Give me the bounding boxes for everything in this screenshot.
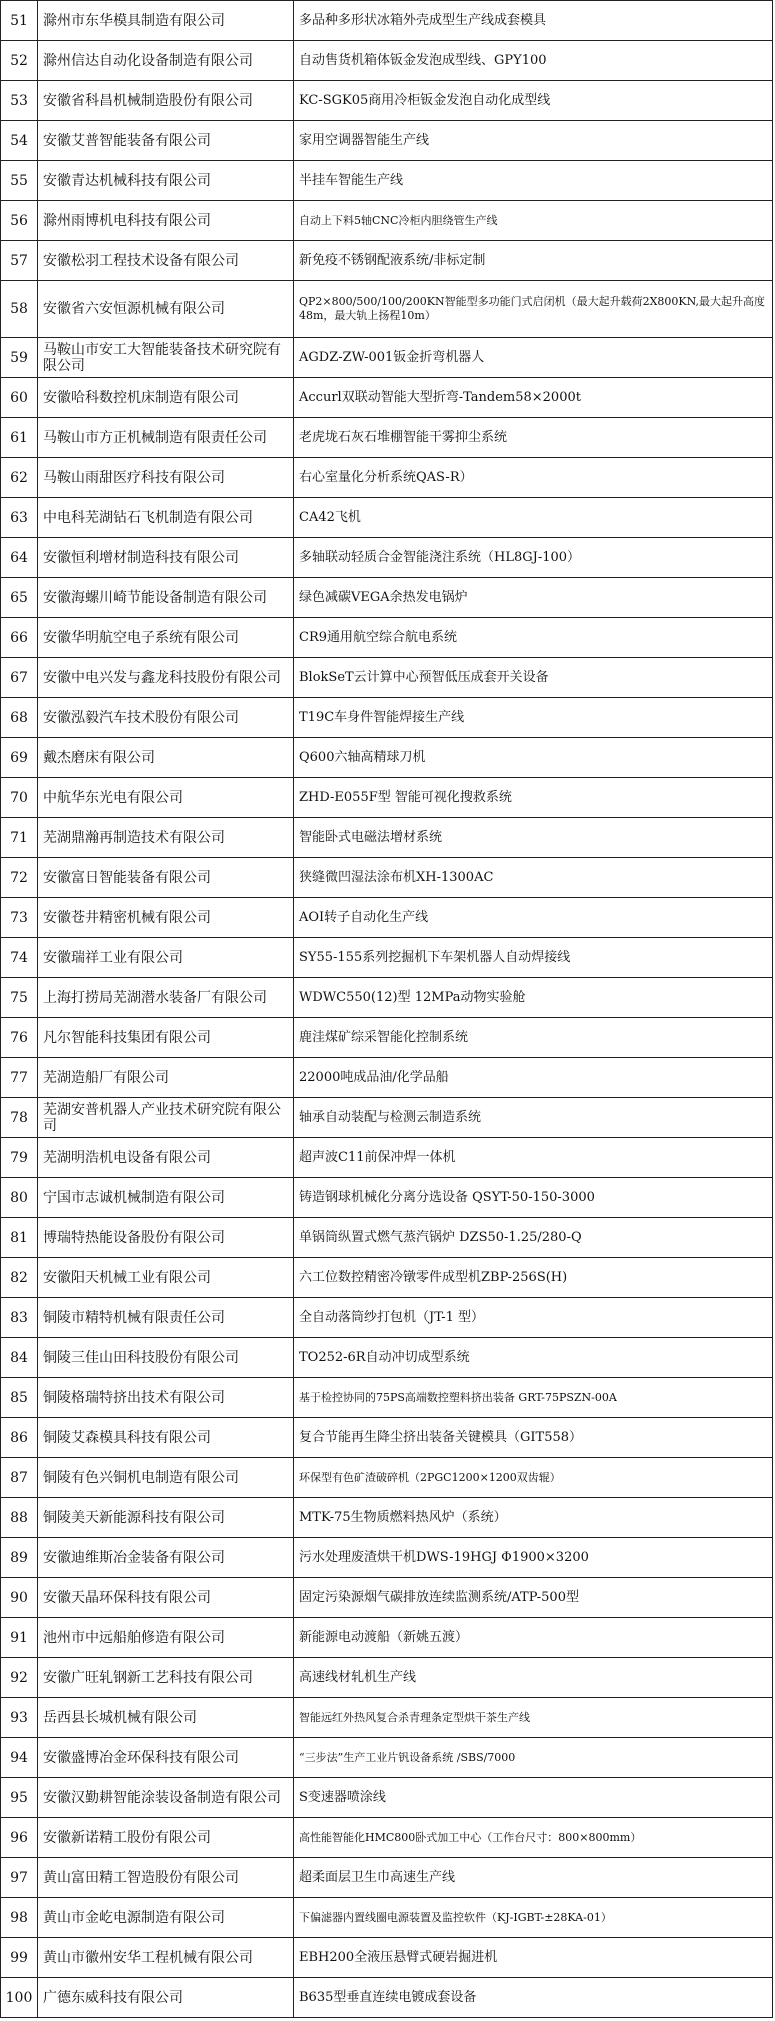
product-name: 家用空调器智能生产线 <box>294 121 773 161</box>
product-name: 自动售货机箱体钣金发泡成型线、GPY100 <box>294 41 773 81</box>
company-name: 宁国市志诚机械制造有限公司 <box>38 1178 294 1218</box>
table-row <box>1 538 773 578</box>
table-row <box>1 418 773 458</box>
row-number: 95 <box>1 1778 38 1818</box>
row-number: 63 <box>1 498 38 538</box>
company-name: 安徽省科昌机械制造股份有限公司 <box>38 81 294 121</box>
row-number: 84 <box>1 1338 38 1378</box>
row-number: 79 <box>1 1138 38 1178</box>
company-name: 安徽青达机械科技有限公司 <box>38 161 294 201</box>
company-name: 中电科芜湖钻石飞机制造有限公司 <box>38 498 294 538</box>
company-name: 黄山富田精工智造股份有限公司 <box>38 1858 294 1898</box>
company-name: 铜陵三佳山田科技股份有限公司 <box>38 1338 294 1378</box>
product-name: TO252-6R自动冲切成型系统 <box>294 1338 773 1378</box>
company-name: 芜湖造船厂有限公司 <box>38 1058 294 1098</box>
row-number: 85 <box>1 1378 38 1418</box>
company-name: 中航华东光电有限公司 <box>38 778 294 818</box>
row-number: 69 <box>1 738 38 778</box>
table-row <box>1 121 773 161</box>
company-name: 池州市中远船舶修造有限公司 <box>38 1618 294 1658</box>
product-name: 基于检控协同的75PS高端数控塑料挤出装备 GRT-75PSZN-00A <box>294 1378 773 1418</box>
table-row <box>1 498 773 538</box>
company-name: 安徽瑞祥工业有限公司 <box>38 938 294 978</box>
row-number: 89 <box>1 1538 38 1578</box>
product-name: 下偏滤器内置线圈电源装置及监控软件（KJ-IGBT-±28KA-01） <box>294 1898 773 1938</box>
company-name: 安徽中电兴发与鑫龙科技股份有限公司 <box>38 658 294 698</box>
table-row <box>1 1898 773 1938</box>
product-name: 智能卧式电磁法增材系统 <box>294 818 773 858</box>
product-name: 新能源电动渡船（新姚五渡） <box>294 1618 773 1658</box>
product-name: 超声波C11前保冲焊一体机 <box>294 1138 773 1178</box>
row-number: 66 <box>1 618 38 658</box>
row-number: 65 <box>1 578 38 618</box>
row-number: 88 <box>1 1498 38 1538</box>
company-name: 凡尔智能科技集团有限公司 <box>38 1018 294 1058</box>
product-name: 智能远红外热风复合杀青理条定型烘干茶生产线 <box>294 1698 773 1738</box>
product-name: “三步法”生产工业片钒设备系统 /SBS/7000 <box>294 1738 773 1778</box>
row-number: 67 <box>1 658 38 698</box>
row-number: 98 <box>1 1898 38 1938</box>
company-name: 安徽恒利增材制造科技有限公司 <box>38 538 294 578</box>
product-name: ZHD-E055F型 智能可视化搜救系统 <box>294 778 773 818</box>
row-number: 51 <box>1 1 38 41</box>
product-name: AGDZ-ZW-001钣金折弯机器人 <box>294 338 773 378</box>
table-row <box>1 1858 773 1898</box>
row-number: 64 <box>1 538 38 578</box>
row-number: 86 <box>1 1418 38 1458</box>
product-name: 六工位数控精密冷镦零件成型机ZBP-256S(H) <box>294 1258 773 1298</box>
company-name: 安徽哈科数控机床制造有限公司 <box>38 378 294 418</box>
product-name: 绿色减碳VEGA余热发电锅炉 <box>294 578 773 618</box>
product-name: Accurl双联动智能大型折弯-Tandem58×2000t <box>294 378 773 418</box>
product-name: CA42飞机 <box>294 498 773 538</box>
row-number: 78 <box>1 1098 38 1138</box>
table-row <box>1 618 773 658</box>
table-row <box>1 1258 773 1298</box>
company-name: 岳西县长城机械有限公司 <box>38 1698 294 1738</box>
table-row <box>1 201 773 241</box>
company-name: 滁州雨博机电科技有限公司 <box>38 201 294 241</box>
product-name: 老虎垅石灰石堆棚智能干雾抑尘系统 <box>294 418 773 458</box>
product-name: 铸造钢球机械化分离分选设备 QSYT-50-150-3000 <box>294 1178 773 1218</box>
company-name: 安徽华明航空电子系统有限公司 <box>38 618 294 658</box>
row-number: 93 <box>1 1698 38 1738</box>
table-row <box>1 1298 773 1338</box>
row-number: 100 <box>1 1978 38 2018</box>
company-name: 铜陵有色兴铜机电制造有限公司 <box>38 1458 294 1498</box>
table-row <box>1 1018 773 1058</box>
product-name: 新免疫不锈钢配液系统/非标定制 <box>294 241 773 281</box>
company-name: 铜陵格瑞特挤出技术有限公司 <box>38 1378 294 1418</box>
company-name: 戴杰磨床有限公司 <box>38 738 294 778</box>
table-row <box>1 1698 773 1738</box>
product-name: 22000吨成品油/化学品船 <box>294 1058 773 1098</box>
company-name: 芜湖明浩机电设备有限公司 <box>38 1138 294 1178</box>
table-row <box>1 858 773 898</box>
product-name: 狭缝微凹湿法涂布机XH-1300AC <box>294 858 773 898</box>
row-number: 57 <box>1 241 38 281</box>
company-name: 安徽苍井精密机械有限公司 <box>38 898 294 938</box>
table-row <box>1 281 773 338</box>
row-number: 55 <box>1 161 38 201</box>
company-name: 铜陵市精特机械有限责任公司 <box>38 1298 294 1338</box>
product-name: 固定污染源烟气碳排放连续监测系统/ATP-500型 <box>294 1578 773 1618</box>
row-number: 77 <box>1 1058 38 1098</box>
table-row <box>1 1 773 41</box>
table-row <box>1 1578 773 1618</box>
product-name: 复合节能再生降尘挤出装备关键模具（GIT558） <box>294 1418 773 1458</box>
product-name: CR9通用航空综合航电系统 <box>294 618 773 658</box>
company-name: 马鞍山市安工大智能装备技术研究院有限公司 <box>38 338 294 378</box>
table-row <box>1 1618 773 1658</box>
table-row <box>1 81 773 121</box>
company-name: 博瑞特热能设备股份有限公司 <box>38 1218 294 1258</box>
table-row <box>1 938 773 978</box>
table-row <box>1 378 773 418</box>
table-row <box>1 1538 773 1578</box>
row-number: 53 <box>1 81 38 121</box>
product-name: 超柔面层卫生巾高速生产线 <box>294 1858 773 1898</box>
company-name: 黄山市徽州安华工程机械有限公司 <box>38 1938 294 1978</box>
product-name: Q600六轴高精球刀机 <box>294 738 773 778</box>
table-row <box>1 1378 773 1418</box>
product-name: 全自动落筒纱打包机（JT-1 型） <box>294 1298 773 1338</box>
company-name: 安徽富日智能装备有限公司 <box>38 858 294 898</box>
product-name: 鹿洼煤矿综采智能化控制系统 <box>294 1018 773 1058</box>
table-row <box>1 1778 773 1818</box>
row-number: 90 <box>1 1578 38 1618</box>
company-name: 安徽迪维斯冶金装备有限公司 <box>38 1538 294 1578</box>
table-row <box>1 338 773 378</box>
company-name: 安徽省六安恒源机械有限公司 <box>38 281 294 338</box>
row-number: 97 <box>1 1858 38 1898</box>
product-name: S变速器喷涂线 <box>294 1778 773 1818</box>
company-name: 安徽艾普智能装备有限公司 <box>38 121 294 161</box>
row-number: 96 <box>1 1818 38 1858</box>
company-name: 安徽阳天机械工业有限公司 <box>38 1258 294 1298</box>
row-number: 61 <box>1 418 38 458</box>
table-row <box>1 1818 773 1858</box>
company-name: 安徽松羽工程技术设备有限公司 <box>38 241 294 281</box>
company-name: 马鞍山市方正机械制造有限责任公司 <box>38 418 294 458</box>
row-number: 76 <box>1 1018 38 1058</box>
row-number: 58 <box>1 281 38 338</box>
company-name: 芜湖鼎瀚再制造技术有限公司 <box>38 818 294 858</box>
product-name: 半挂车智能生产线 <box>294 161 773 201</box>
table-row <box>1 1098 773 1138</box>
product-name: KC-SGK05商用冷柜钣金发泡自动化成型线 <box>294 81 773 121</box>
company-name: 安徽海螺川崎节能设备制造有限公司 <box>38 578 294 618</box>
product-name: EBH200全液压悬臂式硬岩掘进机 <box>294 1938 773 1978</box>
table-row <box>1 161 773 201</box>
table-row <box>1 898 773 938</box>
company-name: 安徽盛博冶金环保科技有限公司 <box>38 1738 294 1778</box>
table-row <box>1 578 773 618</box>
row-number: 87 <box>1 1458 38 1498</box>
company-name: 铜陵艾森模具科技有限公司 <box>38 1418 294 1458</box>
table-row <box>1 1738 773 1778</box>
table-row <box>1 1418 773 1458</box>
product-name: SY55-155系列挖掘机下车架机器人自动焊接线 <box>294 938 773 978</box>
table-row <box>1 1458 773 1498</box>
table-row <box>1 738 773 778</box>
company-name: 安徽天晶环保科技有限公司 <box>38 1578 294 1618</box>
company-name: 安徽汉勤耕智能涂装设备制造有限公司 <box>38 1778 294 1818</box>
row-number: 81 <box>1 1218 38 1258</box>
product-name: T19C车身件智能焊接生产线 <box>294 698 773 738</box>
table-row <box>1 1058 773 1098</box>
row-number: 59 <box>1 338 38 378</box>
company-name: 安徽新诺精工股份有限公司 <box>38 1818 294 1858</box>
row-number: 80 <box>1 1178 38 1218</box>
table-row <box>1 1978 773 2018</box>
product-name: 单锅筒纵置式燃气蒸汽锅炉 DZS50-1.25/280-Q <box>294 1218 773 1258</box>
table-row <box>1 458 773 498</box>
table-row <box>1 818 773 858</box>
product-name: MTK-75生物质燃料热风炉（系统） <box>294 1498 773 1538</box>
row-number: 56 <box>1 201 38 241</box>
row-number: 99 <box>1 1938 38 1978</box>
product-name: 高速线材轧机生产线 <box>294 1658 773 1698</box>
row-number: 91 <box>1 1618 38 1658</box>
company-name: 黄山市金屹电源制造有限公司 <box>38 1898 294 1938</box>
row-number: 83 <box>1 1298 38 1338</box>
company-name: 滁州市东华模具制造有限公司 <box>38 1 294 41</box>
product-name: 轴承自动装配与检测云制造系统 <box>294 1098 773 1138</box>
table-row <box>1 241 773 281</box>
row-number: 62 <box>1 458 38 498</box>
table-row <box>1 778 773 818</box>
product-name: AOI转子自动化生产线 <box>294 898 773 938</box>
table-row <box>1 1338 773 1378</box>
row-number: 60 <box>1 378 38 418</box>
row-number: 82 <box>1 1258 38 1298</box>
table-row <box>1 978 773 1018</box>
product-name: 自动上下料5轴CNC冷柜内胆绕管生产线 <box>294 201 773 241</box>
product-name: BlokSeT云计算中心预智低压成套开关设备 <box>294 658 773 698</box>
table-row <box>1 1178 773 1218</box>
product-name: 右心室量化分析系统QAS-R） <box>294 458 773 498</box>
row-number: 52 <box>1 41 38 81</box>
row-number: 73 <box>1 898 38 938</box>
company-name: 滁州信达自动化设备制造有限公司 <box>38 41 294 81</box>
table-row <box>1 658 773 698</box>
product-name: 多轴联动轻质合金智能浇注系统（HL8GJ-100） <box>294 538 773 578</box>
row-number: 75 <box>1 978 38 1018</box>
table-row <box>1 1938 773 1978</box>
product-name: QP2×800/500/100/200KN智能型多功能门式启闭机（最大起升载荷2X800KN,最大起升高度48m，最大轨上扬程10m） <box>294 281 773 338</box>
product-name: 多品种多形状冰箱外壳成型生产线成套模具 <box>294 1 773 41</box>
product-name: 环保型有色矿渣破碎机（2PGC1200×1200双齿辊） <box>294 1458 773 1498</box>
company-name: 广德东威科技有限公司 <box>38 1978 294 2018</box>
company-name: 安徽泓毅汽车技术股份有限公司 <box>38 698 294 738</box>
company-name: 芜湖安普机器人产业技术研究院有限公司 <box>38 1098 294 1138</box>
table-row <box>1 1138 773 1178</box>
row-number: 68 <box>1 698 38 738</box>
company-name: 上海打捞局芜湖潜水装备厂有限公司 <box>38 978 294 1018</box>
table-row <box>1 1218 773 1258</box>
row-number: 94 <box>1 1738 38 1778</box>
company-name: 安徽广旺轧钢新工艺科技有限公司 <box>38 1658 294 1698</box>
product-name: 高性能智能化HMC800卧式加工中心（工作台尺寸：800×800mm） <box>294 1818 773 1858</box>
company-name: 马鞍山雨甜医疗科技有限公司 <box>38 458 294 498</box>
company-name: 铜陵美天新能源科技有限公司 <box>38 1498 294 1538</box>
table-row <box>1 698 773 738</box>
row-number: 70 <box>1 778 38 818</box>
product-name: WDWC550(12)型 12MPa动物实验舱 <box>294 978 773 1018</box>
row-number: 54 <box>1 121 38 161</box>
row-number: 74 <box>1 938 38 978</box>
product-name: B635型垂直连续电镀成套设备 <box>294 1978 773 2018</box>
table-row <box>1 1498 773 1538</box>
row-number: 71 <box>1 818 38 858</box>
table-row <box>1 41 773 81</box>
product-name: 污水处理废渣烘干机DWS-19HGJ Φ1900×3200 <box>294 1538 773 1578</box>
table-row <box>1 1658 773 1698</box>
row-number: 72 <box>1 858 38 898</box>
row-number: 92 <box>1 1658 38 1698</box>
